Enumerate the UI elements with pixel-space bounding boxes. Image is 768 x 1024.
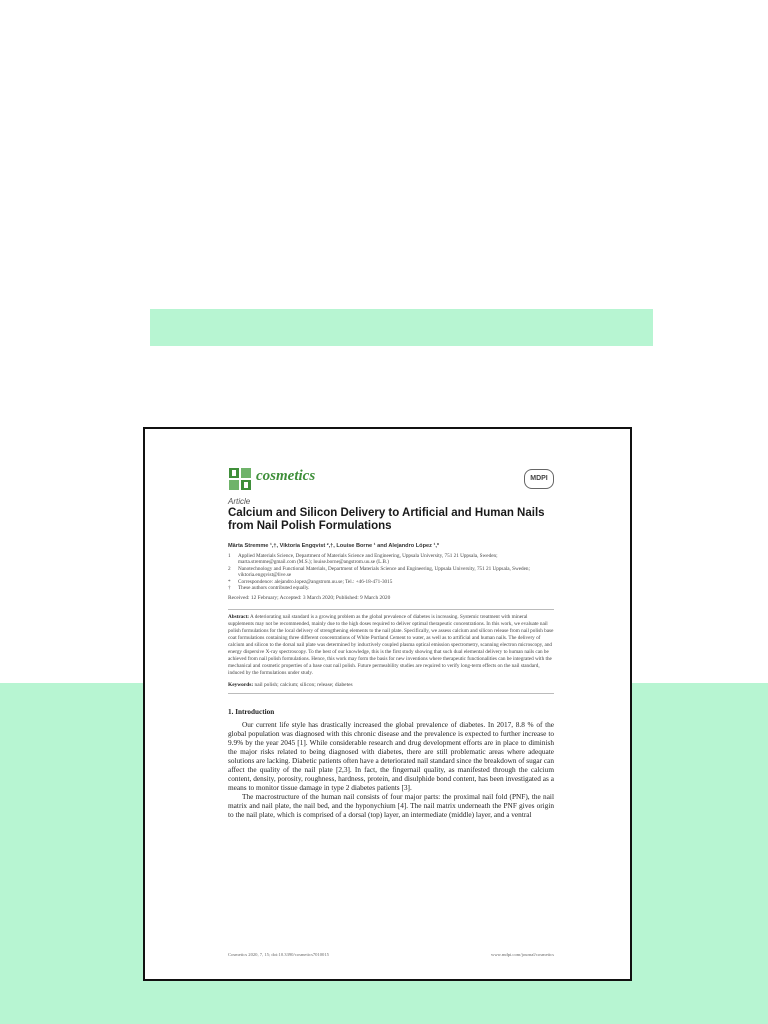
affiliation-text: These authors contributed equally. — [238, 585, 310, 592]
affiliation-text: Correspondence: alejandro.lopez@angstrom.uu.se; Tel.: +46-18-471-3015 — [238, 578, 393, 585]
journal-url-footer: www.mdpi.com/journal/cosmetics — [491, 952, 554, 957]
publication-dates: Received: 12 February; Accepted: 3 March 2020; Published: 9 March 2020 — [228, 595, 391, 602]
journal-header — [228, 465, 554, 493]
affiliation-marker: 2 — [228, 565, 231, 572]
abstract-label: Abstract: — [228, 614, 250, 621]
publisher-logo: MDPI — [524, 469, 554, 489]
affiliation-text: Nanotechnology and Functional Materials, Department of Materials Science and Engineering, Uppsala University, 751 21 Uppsala, Sweden; viktoria.engqvist@live.se — [238, 565, 530, 579]
highlight-band — [150, 309, 653, 346]
abstract — [228, 609, 554, 677]
keywords-label: Keywords: — [228, 682, 254, 689]
abstract-text: A deteriorating nail standard is a growing problem as the global prevalence of diabetes is increasing. Systemic treatment with mineral supplements may not be recommended, mainly due to the high doses required to deliver optimal therapeutic concentrations. In this work, we evaluate nail polish formulations for the local delivery of strengthening elements to the nail plate. Specifically, we assess calcium and silicon release from nail polish base coat formulations containing three different concentrations of White Portland Cement to water, as well as to artificial and human nails. The delivery of calcium and silicon to the dorsal nail plate was determined by inductively coupled plasma optical emission spectrometry, scanning electron microscopy, and energy dispersive X-ray spectroscopy. To the best of our knowledge, this is the first study showing that such dual elemental delivery to human nails can be achieved from nail polish formulations. Hence, this work may form the basis for new inventions where therapeutic functionalities can be integrated with the mechanical and cosmetic properties of a base coat nail polish. Future permeability studies are required to verify long-term effects on the nail standard, induced by the formulations under study. — [228, 614, 554, 677]
introduction-body — [228, 720, 554, 819]
affiliation-marker: † — [228, 585, 231, 592]
document-page — [143, 427, 632, 981]
affiliation-item — [228, 566, 554, 579]
affiliations — [228, 553, 554, 591]
page-content — [228, 465, 554, 819]
affiliation-text: Applied Materials Science, Department of Materials Science and Engineering, Uppsala University, 751 21 Uppsala, Sweden; marta.stremme@gmail.com (M.S.); louise.borne@angstrom.uu.se (L.B.) — [238, 553, 498, 566]
body-paragraph: The macrostructure of the human nail consists of four major parts: the proximal nail fold (PNF), the nail matrix and nail plate, the nail bed, and the hyponychium [4]. The nail matrix underneath the PNF gives origin to the nail plate, which is comprised of a dorsal (top) layer, an intermediate (middle) layer, and a ventral — [228, 792, 554, 820]
body-paragraph: Our current life style has drastically increased the global prevalence of diabetes. In 2017, 8.8 % of the global population was diagnosed with this chronic disease and the prevalence is expected to further increase to 9.9% by the year 2045 [1]. While considerable research and drug development efforts are in place to diminish the major risks related to being diagnosed with diabetes, there are still problematic areas where adequate solutions are lacking. Diabetic patients often have a deteriorated nail standard since the breakdown of sugar can affect the quality of the nail plate [2,3]. In fact, the fingernail quality, as manifested through the calcium content, density, porosity, roughness, hardness, protein, and disulphide bond content, has been investigated as a means to monitor tissue damage in type 2 diabetes patients [3]. — [228, 720, 555, 793]
journal-name: cosmetics — [256, 468, 316, 484]
author-list: Märta Stremme ¹,†, Viktoria Engqvist ²,†, Louise Borne ¹ and Alejandro López ¹,* — [228, 543, 440, 549]
citation-footer: Cosmetics 2020, 7, 15; doi:10.3390/cosmetics7010015 — [228, 952, 329, 957]
affiliation-item — [228, 585, 554, 591]
keywords-text: nail polish; calcium; silicon; release; diabetes — [254, 682, 353, 689]
cosmetics-logo-icon — [228, 467, 252, 491]
article-title: Calcium and Silicon Delivery to Artificial and Human Nails from Nail Polish Formulations — [228, 507, 545, 532]
section-heading: 1. Introduction — [228, 708, 275, 717]
affiliation-marker: * — [228, 578, 231, 585]
article-type: Article — [228, 497, 251, 506]
affiliation-item — [228, 553, 554, 566]
keywords — [228, 682, 554, 694]
page-footer — [228, 952, 554, 957]
affiliation-marker: 1 — [228, 553, 231, 559]
